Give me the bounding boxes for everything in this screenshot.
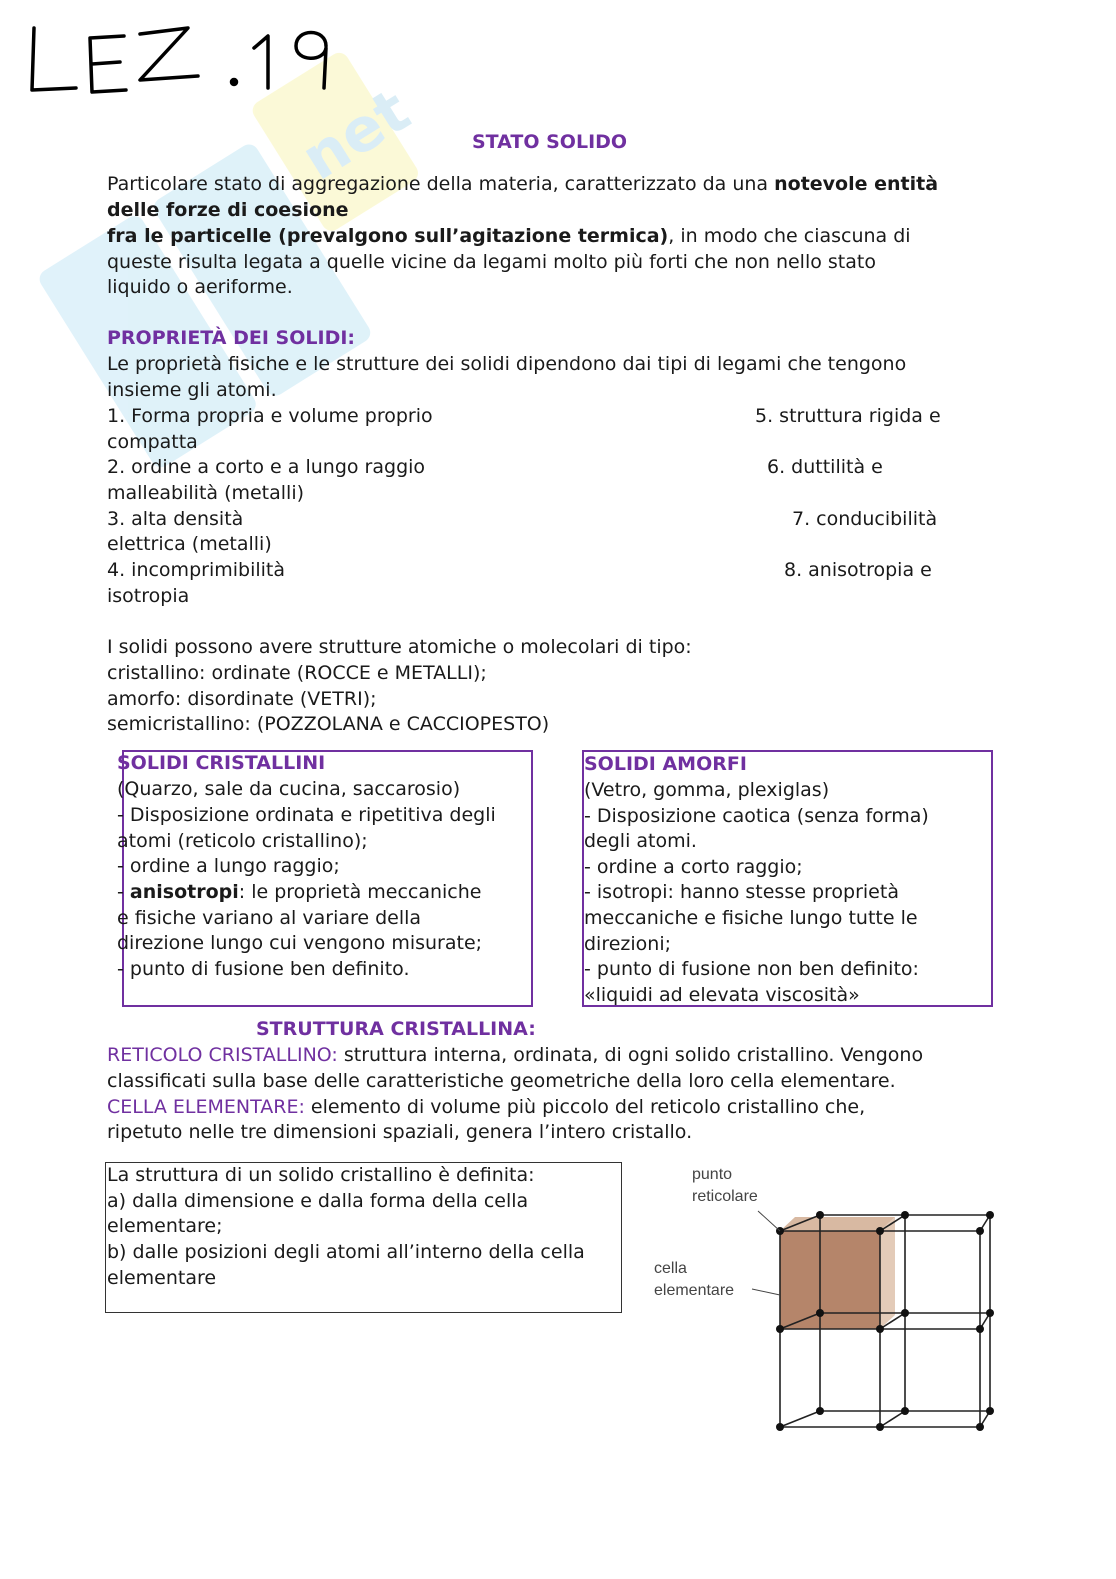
unit-cell (780, 1231, 880, 1329)
crystalline-line-7: direzione lungo cui vengono misurate; (117, 932, 483, 954)
label-punto: punto (692, 1166, 733, 1183)
intro-line-3-bold: fra le particelle (prevalgono sull’agitazione termica) (107, 225, 669, 247)
intro-line-5: liquido o aeriforme. (107, 276, 293, 298)
properties-desc-2: insieme gli atomi. (107, 379, 277, 401)
structures-line-2: cristallino: ordinate (ROCCE e METALLI); (107, 662, 487, 684)
property-item-4: 4. incomprimibilità (107, 559, 285, 581)
amorphous-line-5: - isotropi: hanno stesse proprietà (584, 881, 899, 903)
definition-line-4: b) dalle posizioni degli atomi all’interno della cella (107, 1241, 585, 1263)
crystalline-line-5-bold: anisotropi (129, 881, 239, 903)
property-item-1: 1. Forma propria e volume proprio (107, 405, 433, 427)
reticolo-label: RETICOLO CRISTALLINO: (107, 1044, 338, 1066)
cella-line-2: ripetuto nelle tre dimensioni spaziali, genera l’intero cristallo. (107, 1121, 693, 1143)
property-item-6-cont: malleabilità (metalli) (107, 482, 305, 504)
amorphous-line-4: - ordine a corto raggio; (584, 856, 803, 878)
crystalline-line-5-pre: - (117, 881, 130, 903)
property-item-8: 8. anisotropia e (784, 559, 932, 581)
intro-line-2: delle forze di coesione (107, 199, 349, 221)
crystal-structure-heading: STRUTTURA CRISTALLINA: (256, 1018, 536, 1040)
amorphous-line-8: - punto di fusione non ben definito: (584, 958, 919, 980)
property-item-5: 5. struttura rigida e (755, 405, 941, 427)
property-item-2: 2. ordine a corto e a lungo raggio (107, 456, 426, 478)
definition-line-2: a) dalla dimensione e dalla forma della cella (107, 1190, 529, 1212)
structures-line-3: amorfo: disordinate (VETRI); (107, 688, 377, 710)
reticolo-line-1 (107, 1043, 923, 1069)
crystalline-line-4: - ordine a lungo raggio; (117, 855, 340, 877)
cella-line-1 (107, 1095, 865, 1121)
definition-line-1: La struttura di un solido cristallino è definita: (107, 1164, 535, 1186)
reticolo-text: struttura interna, ordinata, di ogni solido cristallino. Vengono (337, 1044, 924, 1066)
amorphous-line-9: «liquidi ad elevata viscosità» (584, 984, 860, 1006)
reticolo-line-2: classificati sulla base delle caratteristiche geometriche della loro cella elementare. (107, 1070, 896, 1092)
property-item-7: 7. conducibilità (792, 508, 938, 530)
properties-desc-1: Le proprietà fisiche e le strutture dei solidi dipendono dai tipi di legami che tengono (107, 353, 907, 375)
label-elementare: elementare (654, 1282, 735, 1299)
structures-line-4: semicristallino: (POZZOLANA e CACCIOPESTO) (107, 713, 550, 735)
intro-line-3 (107, 224, 911, 250)
cella-text: elemento di volume più piccolo del reticolo cristallino che, (304, 1096, 866, 1118)
crystalline-line-1: (Quarzo, sale da cucina, saccarosio) (117, 778, 461, 800)
intro-line-1-plain: Particolare stato di aggregazione della materia, caratterizzato da una (107, 173, 775, 195)
amorphous-heading: SOLIDI AMORFI (584, 753, 747, 775)
amorphous-line-2: - Disposizione caotica (senza forma) (584, 805, 929, 827)
amorphous-line-6: meccaniche e fisiche lungo tutte le (584, 907, 918, 929)
crystalline-line-5 (117, 880, 481, 906)
label-reticolare: reticolare (692, 1188, 758, 1205)
page-title: STATO SOLIDO (472, 131, 628, 153)
amorphous-line-1: (Vetro, gomma, plexiglas) (584, 779, 830, 801)
handwritten-lesson-label (28, 18, 348, 108)
definition-line-5: elementare (107, 1267, 217, 1289)
amorphous-line-3: degli atomi. (584, 830, 697, 852)
property-item-8-cont: isotropia (107, 585, 190, 607)
intro-line-1-bold: notevole entità (774, 173, 939, 195)
crystalline-line-8: - punto di fusione ben definito. (117, 958, 410, 980)
intro-line-1 (107, 172, 938, 198)
amorphous-line-7: direzioni; (584, 933, 672, 955)
crystalline-heading: SOLIDI CRISTALLINI (117, 752, 326, 774)
property-item-7-cont: elettrica (metalli) (107, 533, 272, 555)
crystalline-line-3: atomi (reticolo cristallino); (117, 830, 368, 852)
properties-heading: PROPRIETÀ DEI SOLIDI: (107, 327, 356, 349)
intro-line-4: queste risulta legata a quelle vicine da legami molto più forti che non nello stato (107, 251, 876, 273)
definition-line-3: elementare; (107, 1215, 223, 1237)
crystalline-line-2: - Disposizione ordinata e ripetitiva degli (117, 804, 496, 826)
cella-label: CELLA ELEMENTARE: (107, 1096, 305, 1118)
property-item-6: 6. duttilità e (767, 456, 883, 478)
crystalline-line-5-post: : le proprietà meccaniche (238, 881, 482, 903)
label-cella: cella (654, 1260, 687, 1277)
svg-text:net: net (289, 75, 422, 195)
structures-line-1: I solidi possono avere strutture atomiche o molecolari di tipo: (107, 636, 692, 658)
property-item-3: 3. alta densità (107, 508, 244, 530)
property-item-5-cont: compatta (107, 431, 198, 453)
intro-line-3-plain: , in modo che ciascuna di (668, 225, 911, 247)
crystal-lattice-figure (640, 1155, 1020, 1445)
crystalline-line-6: e fisiche variano al variare della (117, 907, 422, 929)
